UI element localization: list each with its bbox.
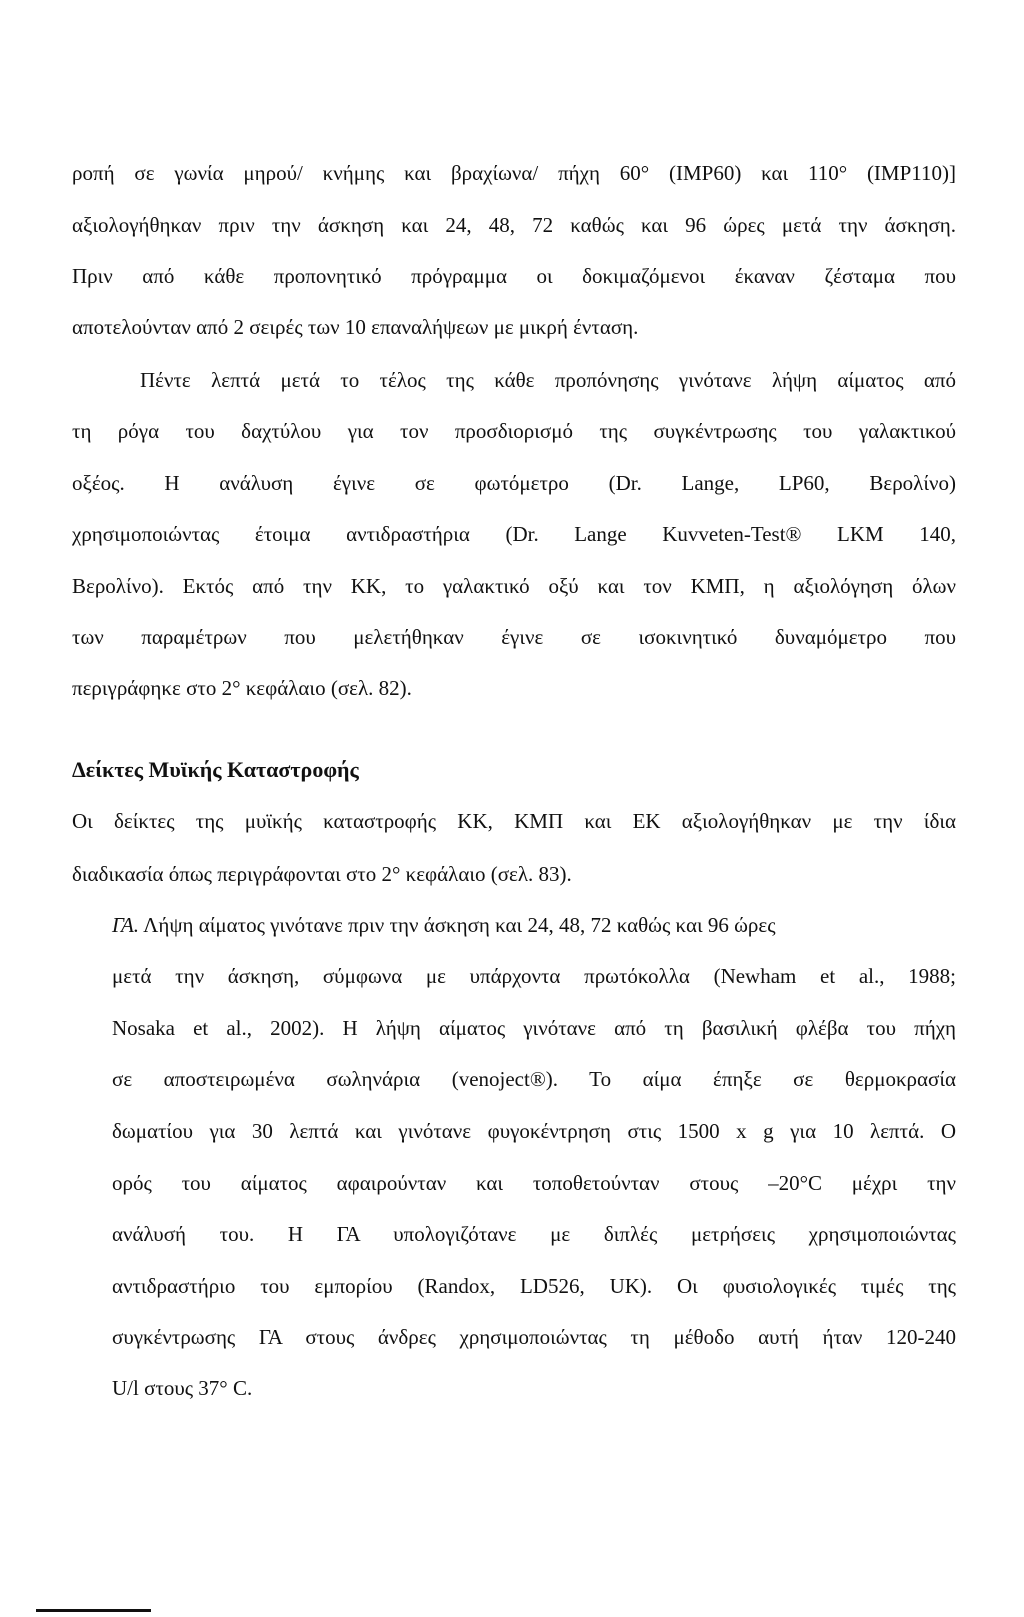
text-line: περιγράφηκε στο 2° κεφάλαιο (σελ. 82). [72,676,412,700]
text-line: αξιολογήθηκαν πριν την άσκηση και 24, 48, 72 καθώς και 96 ώρες μετά την άσκηση. [72,213,956,237]
text-line: Nosaka et al., 2002). Η λήψη αίματος γινότανε από τη βασιλική φλέβα του πήχη [112,1016,956,1040]
footer-rule [36,1609,151,1612]
text-line: U/l στους 37° C. [112,1376,253,1400]
text-line: σε αποστειρωμένα σωληνάρια (venoject®). Το αίμα έπηξε σε θερμοκρασία [112,1067,956,1091]
text-line: αντιδραστήριο του εμπορίου (Randox, LD526, UK). Οι φυσιολογικές τιμές της [112,1274,956,1298]
text-line: Πέντε λεπτά μετά το τέλος της κάθε προπόνησης γινότανε λήψη αίματος από [140,368,956,392]
text-line: αποτελούνταν από 2 σειρές των 10 επαναλήψεων με μικρή ένταση. [72,315,639,339]
ga-label: ΓΑ. [112,913,140,937]
text-line: οξέος. Η ανάλυση έγινε σε φωτόμετρο (Dr. Lange, LP60, Βερολίνο) [72,471,956,495]
ga-text: Λήψη αίματος γινότανε πριν την άσκηση και 24, 48, 72 καθώς και 96 ώρες [139,913,776,937]
text-line: τη ρόγα του δαχτύλου για τον προσδιορισμό της συγκέντρωσης του γαλακτικού [72,419,956,443]
text-line: ροπή σε γωνία μηρού/ κνήμης και βραχίωνα/ πήχη 60° (IMP60) και 110° (IMP110)] [72,161,956,185]
text-line: ανάλυσή του. Η ΓΑ υπολογιζότανε με διπλές μετρήσεις χρησιμοποιώντας [112,1222,956,1246]
text-line: ορός του αίματος αφαιρούνταν και τοποθετούνταν στους –20°C μέχρι την [112,1171,956,1195]
text-line: Οι δείκτες της μυϊκής καταστροφής ΚΚ, ΚΜΠ και ΕΚ αξιολογήθηκαν με την ίδια [72,809,956,833]
text-line [112,912,956,938]
text-line: δωματίου για 30 λεπτά και γινότανε φυγοκέντρηση στις 1500 x g για 10 λεπτά. Ο [112,1119,956,1143]
text-line: Βερολίνο). Εκτός από την ΚΚ, το γαλακτικό οξύ και τον ΚΜΠ, η αξιολόγηση όλων [72,574,956,598]
text-line: συγκέντρωσης ΓΑ στους άνδρες χρησιμοποιώντας τη μέθοδο αυτή ήταν 120-240 [112,1325,956,1349]
text-line: διαδικασία όπως περιγράφονται στο 2° κεφάλαιο (σελ. 83). [72,862,572,886]
text-line: των παραμέτρων που μελετήθηκαν έγινε σε ισοκινητικό δυναμόμετρο που [72,625,956,649]
text-line: χρησιμοποιώντας έτοιμα αντιδραστήρια (Dr. Lange Kuvveten-Test® LKM 140, [72,522,956,546]
text-line: μετά την άσκηση, σύμφωνα με υπάρχοντα πρωτόκολλα (Newham et al., 1988; [112,964,956,988]
text-line: Πριν από κάθε προπονητικό πρόγραμμα οι δοκιμαζόμενοι έκαναν ζέσταμα που [72,264,956,288]
section-heading: Δείκτες Μυϊκής Καταστροφής [72,757,359,782]
